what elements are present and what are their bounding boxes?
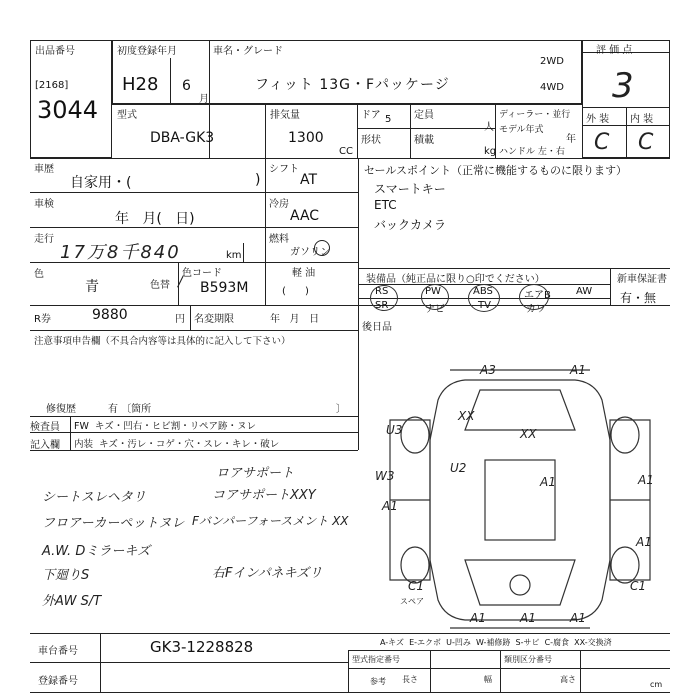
mark-a1-right-2: A1	[636, 535, 652, 549]
sales-item-1: スマートキー	[374, 182, 446, 196]
mark-a1-right-1: A1	[638, 473, 654, 487]
inspector-label-2: 記入欄	[30, 440, 60, 451]
mark-a1-front: A1	[570, 363, 586, 377]
inspection-label: 車検	[34, 199, 54, 210]
year-unit: 年	[566, 134, 576, 145]
displacement-value: 1300	[288, 130, 324, 146]
ref-label-1: 参考	[370, 677, 386, 686]
fuel-label: 燃料	[269, 234, 289, 245]
fuel-circle-mark	[314, 240, 330, 256]
mark-c1-right: C1	[630, 579, 647, 593]
int-grade: C	[638, 130, 654, 155]
equip-mark-pw	[421, 284, 449, 310]
model-year-label: モデル年式	[499, 125, 544, 135]
ac-label: 冷房	[269, 199, 289, 210]
kg-unit: kg	[484, 146, 497, 157]
note-right-4: 右Fインパネキズリ	[212, 566, 323, 581]
expiry-date: 年 月 日	[270, 314, 320, 325]
repair-label: 修復歴	[46, 404, 76, 415]
damage-legend: A-キズ E-エクボ U-凹み W-補修跡 S-サビ C-腐食 XX-交換済	[380, 638, 612, 647]
sales-title: セールスポイント（正常に機能するものに限ります）	[364, 164, 628, 177]
door-label: ドア	[361, 110, 381, 121]
note-left-4: 下廻りS	[42, 568, 90, 583]
shape-label: 形状	[361, 135, 381, 146]
sales-item-3: バックカメラ	[374, 218, 447, 232]
mark-a1-rear-3: A1	[570, 611, 586, 625]
door-value: 5	[385, 114, 392, 125]
mileage-value: 17万8千840	[60, 242, 181, 263]
note-left-2: フロアーカーペットヌレ	[42, 516, 185, 531]
mark-a1-center: A1	[540, 475, 556, 489]
mark-xx-1: XX	[458, 409, 475, 423]
color-code: B593M	[200, 280, 249, 296]
fuel-paren: ( )	[282, 286, 309, 297]
width-label: 幅	[484, 675, 492, 684]
car-name: フィット 13G・Fパッケージ	[255, 77, 450, 93]
drive-2wd: 2WD	[540, 56, 564, 67]
lot-number: 3044	[37, 96, 99, 124]
repair-close: 〕	[336, 404, 346, 415]
note-left-5: 外AW S/T	[42, 594, 102, 609]
color-code-label: 色コード	[182, 268, 222, 279]
sales-item-2: ETC	[374, 198, 397, 212]
int-label: 内 装	[630, 114, 654, 125]
equip-mark-airbag	[519, 284, 549, 310]
capacity-label: 定員	[414, 110, 434, 121]
inspector-row-1: FW キズ・凹右・ヒビ割・リペア跡・ヌレ	[74, 421, 257, 432]
class-number-label: 類別区分番号	[504, 655, 552, 664]
inspector-label-1: 検査員	[30, 422, 60, 433]
month-unit: 月	[199, 94, 209, 105]
repaint-label: 色替	[150, 280, 170, 291]
equip-aw: AW	[576, 286, 593, 297]
equip-pw: PW	[425, 286, 441, 297]
repaint-mark: /	[178, 274, 183, 290]
fuel-gas: ガソリン	[290, 247, 330, 258]
note-right-1: ロアサポート	[216, 466, 295, 481]
displacement-label: 排気量	[270, 110, 300, 121]
note-left-1: シートスレヘタリ	[42, 490, 146, 505]
color-label: 色	[34, 269, 44, 280]
mark-u2: U2	[450, 461, 467, 475]
equip-mark-rs	[370, 285, 398, 311]
history-value: 自家用・(	[70, 175, 132, 191]
spare-label: スペア	[400, 597, 424, 606]
mark-a1-left: A1	[382, 499, 398, 513]
warranty-label: 新車保証書	[617, 274, 667, 285]
notes-title: 注意事項申告欄（不具合内容等は具体的に記入して下さい）	[34, 336, 291, 347]
warranty-value: 有・無	[620, 291, 657, 305]
equip-abs: ABS	[473, 286, 493, 297]
repair-value: 有 〔箇所	[108, 404, 152, 415]
history-close: )	[255, 172, 261, 188]
mark-w3: W3	[375, 469, 395, 483]
afterfit-label: 後日品	[362, 322, 392, 333]
mark-c1-left: C1	[408, 579, 425, 593]
note-right-3: Fバンパーフォースメント XX	[192, 514, 349, 528]
equipment-title: 装備品（純正品に限り○印でください）	[366, 274, 545, 285]
equip-leather: カワ	[526, 304, 546, 315]
car-diagram	[370, 360, 670, 630]
lot-sub: [2168]	[35, 80, 69, 91]
equip-sr: SR	[375, 300, 389, 311]
person-unit: 人	[484, 122, 494, 133]
reg-number-label: 登録番号	[38, 676, 78, 687]
lot-label: 出品番号	[35, 46, 75, 57]
ext-grade: C	[594, 130, 610, 155]
height-label: 高さ	[560, 675, 576, 684]
drive-4wd: 4WD	[540, 82, 564, 93]
ext-label: 外 装	[586, 114, 610, 125]
expiry-label: 名変期限	[194, 314, 234, 325]
handle-label: ハンドル 左・右	[499, 147, 565, 157]
equip-rs: RS	[375, 286, 389, 297]
reg-era: H28	[122, 74, 159, 95]
mileage-label: 走行	[34, 234, 54, 245]
inspector-row-2: 内装 キズ・汚レ・コゲ・穴・スレ・キレ・破レ	[74, 439, 280, 450]
recycle-label: R券	[34, 314, 51, 325]
ac-value: AAC	[290, 208, 320, 224]
note-left-3: A.W. Dミラーキズ	[42, 544, 151, 559]
note-right-2: コアサポートXXY	[212, 488, 316, 503]
first-reg-label: 初度登録年月	[117, 46, 177, 57]
recycle-value: 9880	[92, 307, 128, 323]
equip-navi: ナビ	[425, 304, 445, 315]
mark-a1-rear-1: A1	[470, 611, 486, 625]
load-label: 積載	[414, 135, 434, 146]
type-number-label: 型式指定番号	[352, 655, 400, 664]
inspection-value: 年 月( 日)	[115, 211, 195, 227]
color-value: 青	[85, 279, 99, 295]
mark-a1-rear-2: A1	[520, 611, 536, 625]
car-name-label: 車名・グレード	[213, 46, 283, 57]
shift-value: AT	[300, 172, 318, 188]
cc-unit: CC	[339, 146, 353, 157]
yen-unit: 円	[175, 314, 185, 325]
chassis-value: GK3-1228828	[150, 638, 254, 656]
chassis-label: 車台番号	[38, 646, 78, 657]
km-unit: km	[226, 250, 242, 261]
score-value: 3	[612, 66, 634, 106]
length-label: 長さ	[402, 675, 418, 684]
model-value: DBA-GK3	[150, 130, 215, 146]
mark-u3: U3	[386, 423, 403, 437]
equip-mark-abs	[468, 284, 500, 312]
shift-label: シフト	[269, 164, 299, 175]
history-label: 車歴	[34, 164, 54, 175]
mark-a3: A3	[480, 363, 496, 377]
equip-tv: TV	[478, 300, 491, 311]
mark-xx-2: XX	[520, 427, 537, 441]
model-label: 型式	[117, 110, 137, 121]
cm-unit: cm	[650, 680, 663, 689]
dealer-label: ディーラー・並行	[499, 110, 571, 120]
score-label: 評 価 点	[596, 45, 633, 56]
fuel-diesel: 軽 油	[292, 268, 316, 279]
header-row-box	[112, 40, 582, 104]
reg-month: 6	[182, 78, 191, 94]
equip-airbag: エアB	[524, 290, 551, 301]
